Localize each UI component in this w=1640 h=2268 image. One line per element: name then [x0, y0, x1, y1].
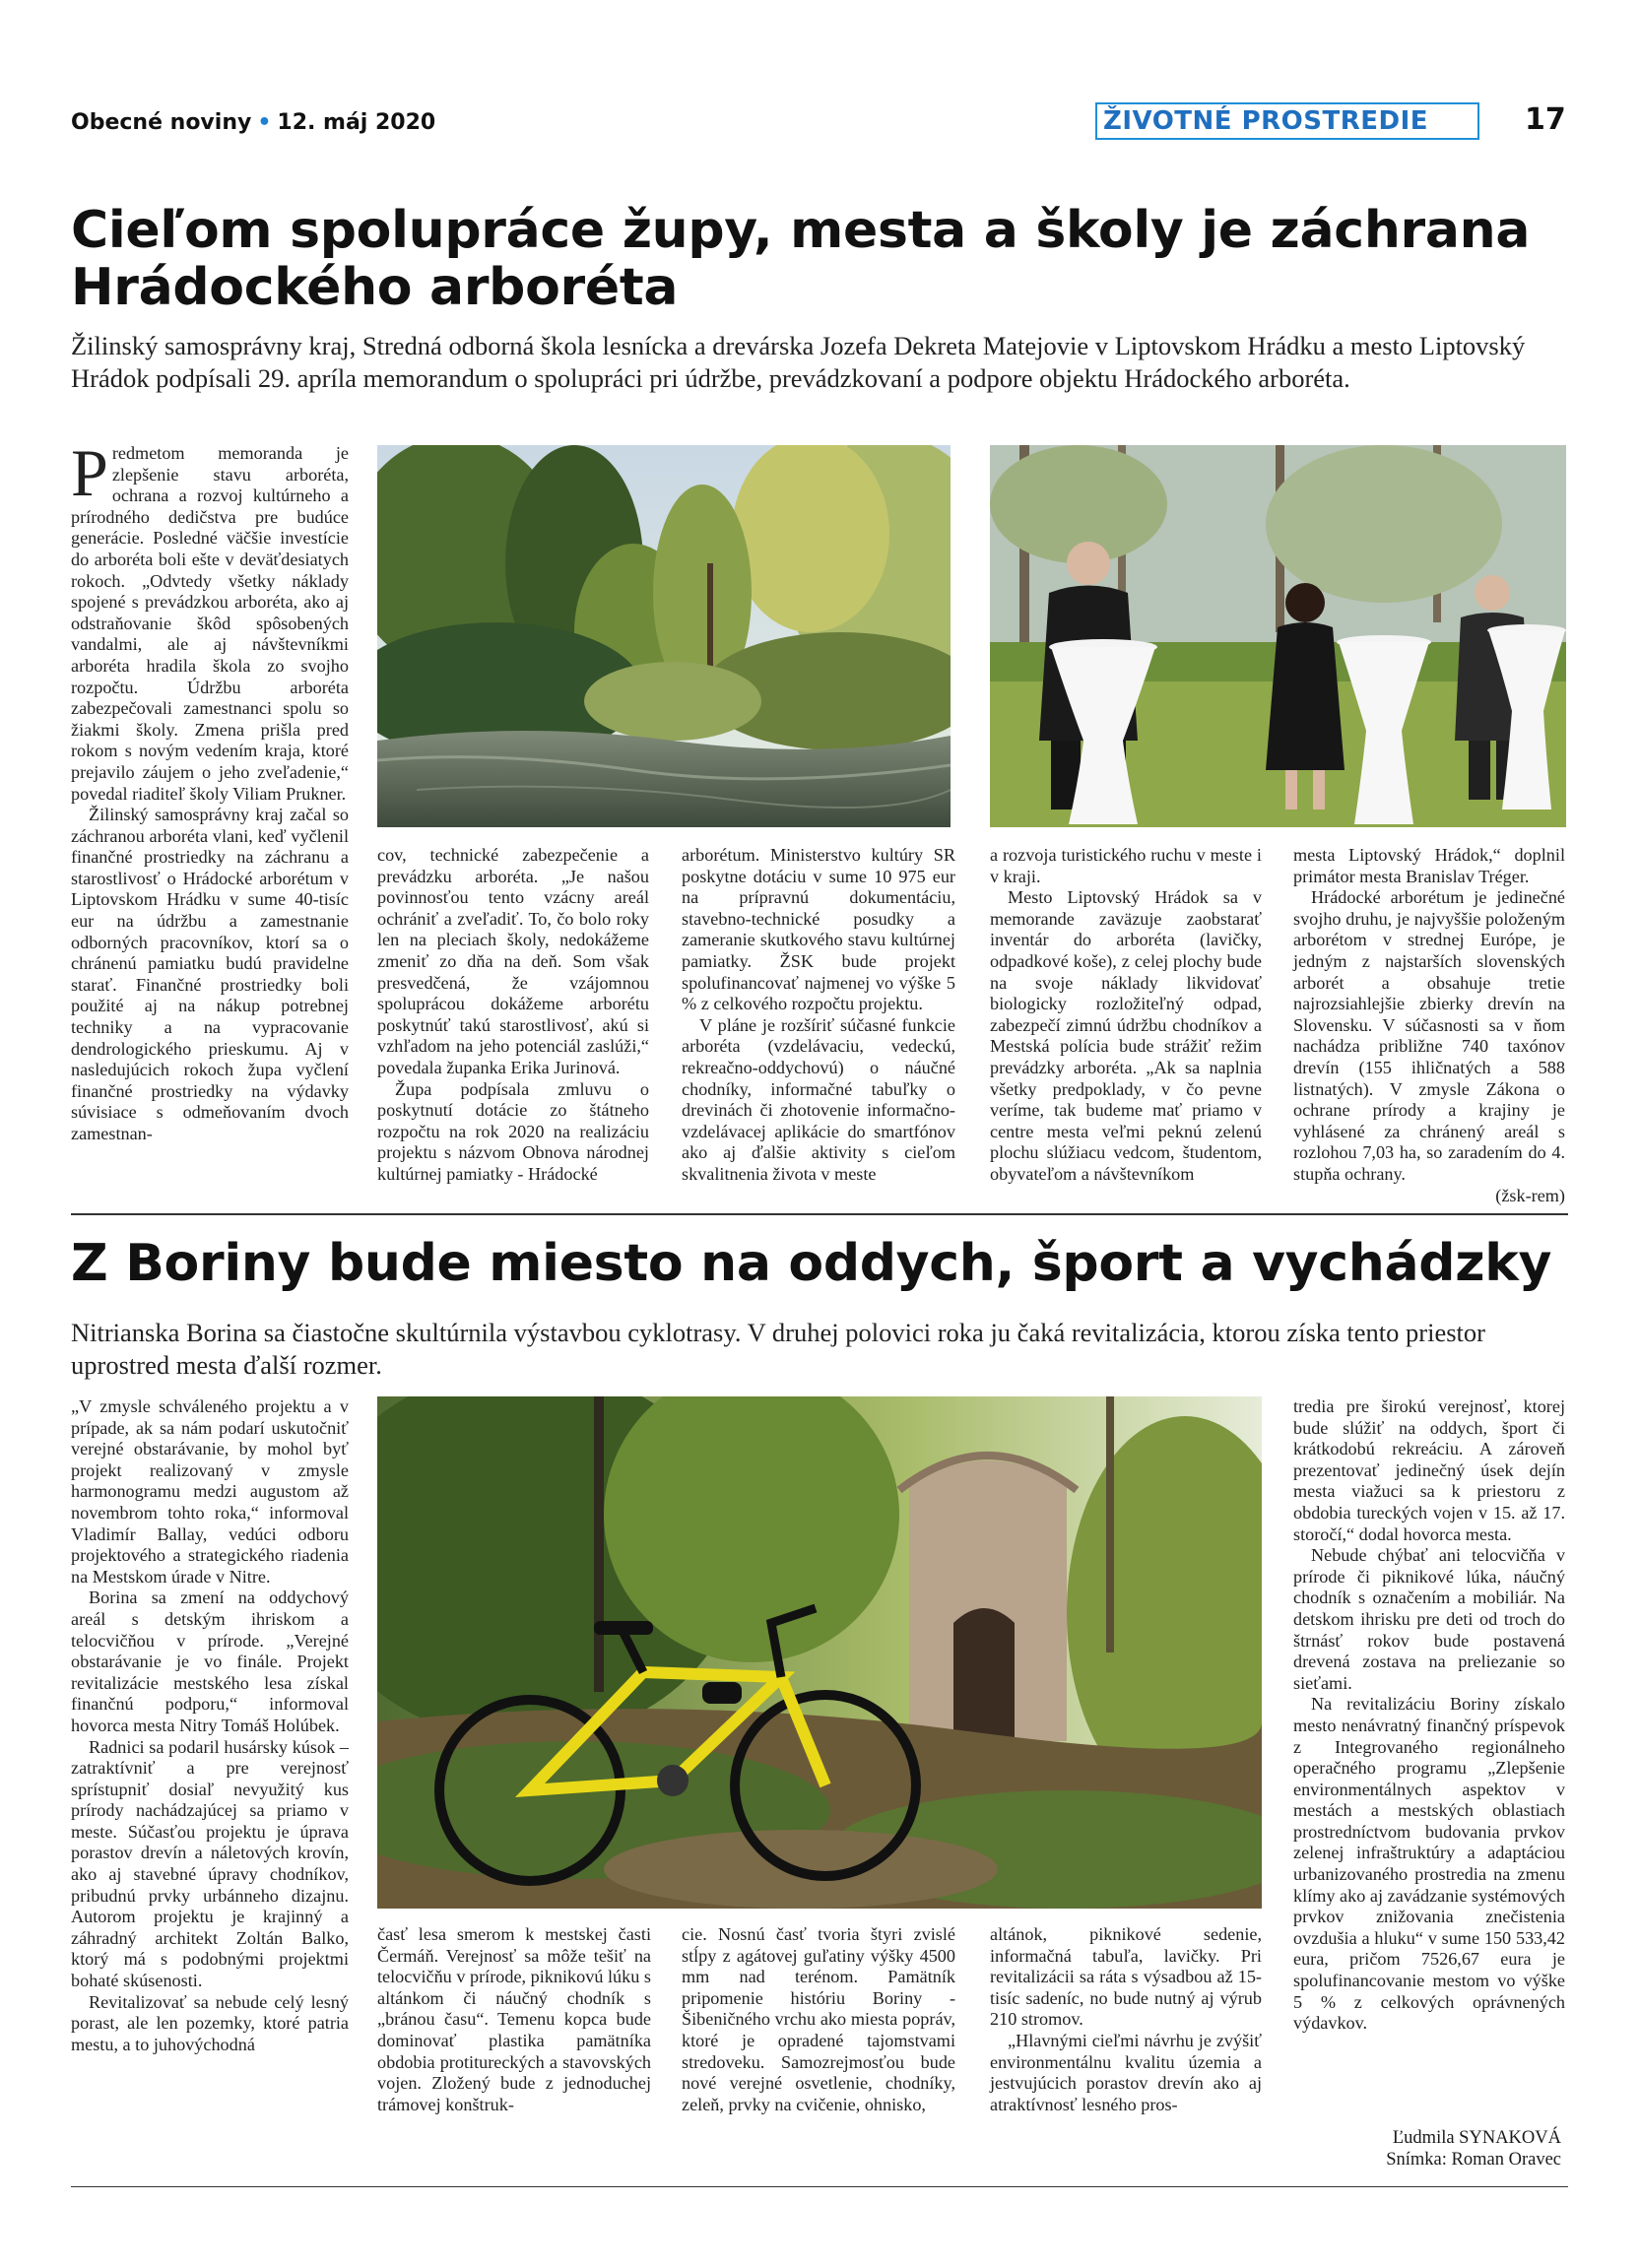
article2-col3-paragraph1: cie. Nosnú časť tvoria štyri zvislé stĺpy z agátovej guľatiny výšky 4500 mm nad terénom. Pamätník pripomenie históriu Boriny - Šibeničného vrchu ako miesta popráv, ktoré je opradené tajomstvami stredoveku. Samozrejmosťou bude nové verejné osvetlenie, chodníky, zeleň, prvky na cvičenie, ohnisko,: [682, 1924, 955, 2114]
article2-col4-paragraph2: „Hlavnými cieľmi návrhu je zvýšiť environmentálnu kvalitu územia a jestvujúcich porastov drevín ako aj atraktívnosť lesného pros-: [990, 2030, 1262, 2114]
article1-col4-paragraph2: Mesto Liptovský Hrádok sa v memorande zaväzuje zaobstarať inventár do arboréta (lavičky, odpadkové koše), z celej plochy bude na svoje náklady likvidovať biologicky rozložiteľný odpad, zabezpečí zimnú údržbu chodníkov a Mestská polícia bude strážiť režim prevádzky arboréta. „Ak sa naplnia všetky predpoklady, v čo pevne veríme, tak budeme mať priamo v centre mesta veľmi peknú zelenú plochu slúžiacu vedcom, študentom, obyvateľom a návštevníkom: [990, 887, 1262, 1184]
dropcap-letter: P: [71, 435, 108, 510]
bicycle-photo: [377, 1396, 1262, 1909]
article1-column4: [990, 845, 1262, 1186]
publication-name: Obecné noviny: [71, 110, 252, 135]
separator-dot: •: [257, 110, 272, 135]
article1-col2-paragraph2: Župa podpísala zmluvu o poskytnutí dotácie zo štátneho rozpočtu na rok 2020 na realizáciu projektu s názvom Obnova národnej kultúrnej pamiatky - Hrádocké: [377, 1078, 649, 1184]
article1-credit: (žsk-rem): [1495, 1185, 1565, 1205]
article2-col5-paragraph1: tredia pre širokú verejnosť, ktorej bude slúžiť na oddych, šport či krátkodobú rekreáciu. A zároveň prezentovať jedinečný úsek dejín mesta viažuci sa k priestoru z obdobia tureckých vojen v 15. až 17. storočí,“ dodal hovorca mesta.: [1293, 1396, 1565, 1544]
article1-title-line2: Hrádockého arboréta: [71, 258, 679, 317]
publication-date: 12. máj 2020: [277, 110, 436, 135]
article1-title: [71, 202, 1588, 316]
arboretum-photo: [377, 445, 951, 827]
article2-col1-paragraph2: Borina sa zmení na oddychový areál s detským ihriskom a telocvičňou v prírode. „Verejné obstarávanie je vo finále. Projekt revitalizácie mestského lesa získal finančnú podporu,“ informoval hovorca mesta Nitry Tomáš Holúbek.: [71, 1588, 349, 1735]
article2-lead: Nitrianska Borina sa čiastočne skultúrnila výstavbou cyklotrasy. V druhej polovici roka ju čaká revitalizácia, ktorou získa tento priestor uprostred mesta ďalší rozmer.: [71, 1318, 1485, 1380]
article2-col1-paragraph1: „V zmysle schváleného projektu a v prípade, ak sa nám podarí uskutočniť verejné obstarávanie, by mohol byť projekt realizovaný v zmysle harmonogramu medzi augustom až novembrom tohto roka,“ informoval Vladimír Ballay, vedúci odboru projektového a strategického riadenia na Mestskom úrade v Nitre.: [71, 1396, 349, 1587]
article1-col2-paragraph1: cov, technické zabezpečenie a prevádzku arboréta. „Je našou povinnosťou tento vzácny areál ochrániť a zveľadiť. To, čo bolo roky len na pleciach školy, nedokážeme zmeniť zo dňa na deň. Som však presvedčená, že vzájomnou spoluprácou dokážeme arborétu poskytnúť takú starostlivosť, akú si vzhľadom na jeho potenciál zaslúži,“ povedala županka Erika Jurinová.: [377, 845, 649, 1077]
article2-col5-paragraph2: Nebude chýbať ani telocvičňa v prírode či piknikové lúka, náučný chodník s označením a mobiliár. Na detskom ihrisku pre deti od troch do štrnásť rokov bude postavená drevená zostava na preliezanie so sieťami.: [1293, 1545, 1565, 1693]
article2-col2-paragraph1: časť lesa smerom k mestskej časti Čermáň. Verejnosť sa môže tešiť na telocvičňu v prírode, piknikovú lúku s altánkom či náučný chodník s „bránou času“. Temenu kopca bude dominovať plastika pamätníka obdobia protitureckých a stavovských vojen. Zložený bude z jednoduchej trámovej konštruk-: [377, 1924, 651, 2114]
signing-ceremony-photo: [990, 445, 1566, 827]
article2-column1: [71, 1396, 349, 2055]
article1-col3-paragraph2: V pláne je rozšíriť súčasné funkcie arboréta (vzdelávaciu, vedeckú, rekreačno-oddychovú) o náučné chodníky, informačné tabuľky o drevinách či zhotovenie informačno-vzdelávacej aplikácie do smartfónov ako aj ďalšie aktivity s cieľom skvalitnenia života v meste: [682, 1014, 955, 1184]
article1-col1-paragraph2: Žilinský samosprávny kraj začal so záchranou arboréta vlani, keď vyčlenil finančné prostriedky na záchranu a starostlivosť o Hrádocké arborétum v Liptovskom Hrádku v sume 40-tisíc eur na údržbu a zamestnanie odborných pracovníkov, ktorí sa o chránenú pamiatku budú pravidelne starať. Finančné prostriedky boli použité aj na nákup potrebnej techniky a na vypracovanie dendrologického prieskumu. Aj v nasledujúcich rokoch župa vyčlení finančné prostriedky na výdavky súvisiace s odmeňovaním dvoch zamestnan-: [71, 805, 349, 1143]
article2-column3: [682, 1924, 955, 2115]
article2-title: Z Boriny bude miesto na oddych, šport a vychádzky: [71, 1234, 1552, 1293]
article2-column4: [990, 1924, 1262, 2115]
article2-column2: [377, 1924, 651, 2115]
article1-column3: [682, 845, 955, 1186]
article2-author: Ľudmila SYNAKOVÁ: [1392, 2128, 1561, 2148]
article1-column5: [1293, 845, 1565, 1206]
section-label: ŽIVOTNÉ PROSTREDIE: [1095, 102, 1479, 140]
article2-photo-credit: Snímka: Roman Oravec: [1386, 2150, 1561, 2170]
article2-col1-paragraph4: Revitalizovať sa nebude celý lesný porast, ale len pozemky, ktoré patria mestu, a to juhovýchodná: [71, 1991, 349, 2054]
article2-col4-paragraph1: altánok, piknikové sedenie, informačná tabuľa, lavičky. Pri revitalizácii sa ráta s výsadbou až 15-tisíc sadeníc, no bude nutný aj výrub 210 stromov.: [990, 1924, 1262, 2030]
article-divider: [71, 1213, 1568, 1215]
article2-col1-paragraph3: Radnici sa podaril husársky kúsok – zatraktívniť a pre verejnosť sprístupniť dosiaľ nevyužitý kus prírody nachádzajúcej sa priamo v meste. Súčasťou projektu je úprava porastov drevín a náletových krovín, ako aj stavebné úpravy chodníkov, pribudnú prvky urbánneho dizajnu. Autorom projektu je krajinný a záhradný architekt Zoltán Balko, ktorý má s podobnými projektmi bohaté skúsenosti.: [71, 1736, 349, 1991]
article1-col5-paragraph1: mesta Liptovský Hrádok,“ doplnil primátor mesta Branislav Tréger.: [1293, 845, 1565, 886]
bottom-divider: [71, 2186, 1568, 2187]
article1-column1: [71, 435, 349, 1145]
publication-header: [71, 110, 435, 135]
article2-signature: [1386, 2127, 1561, 2171]
article2-col5-paragraph3: Na revitalizáciu Boriny získalo mesto nenávratný finančný príspevok z Integrovaného regionálneho operačného programu „Zlepšenie environmentálnych aspektov v mestách a mestských oblastiach prostredníctvom budovania prvkov zelenej infraštruktúry a adaptáciou urbanizovaného prostredia na zmenu klímy ako aj zavádzanie systémových prvkov znižovania znečistenia ovzdušia a hluku“ v sume 150 533,42 eura, pričom 7526,67 eura je spolufinancovanie mestom vo výške 5 % z celkových oprávnených výdavkov.: [1293, 1694, 1565, 2034]
article1-col1-paragraph1: redmetom memoranda je zlepšenie stavu arboréta, ochrana a rozvoj kultúrneho a prírodného dedičstva pre budúce generácie. Posledné väčšie investície do arboréta boli ešte v deväťdesiatych rokoch. „Odvtedy všetky náklady spojené s prevádzkou arboréta, ako aj odstraňovanie škôd spôsobených vandalmi, ale aj návštevníkmi arboréta hradila škola zo svojho rozpočtu. Údržbu arboréta zabezpečovali zamestnanci spolu so žiakmi školy. Zmena prišla pred rokom s novým vedením kraja, ktoré prejavilo záujem o jeho zveľadenie,“ povedal riaditeľ školy Viliam Prukner.: [71, 443, 349, 804]
article1-column2: [377, 845, 649, 1186]
article1-title-line1: Cieľom spolupráce župy, mesta a školy je záchrana: [71, 201, 1531, 260]
article1-col4-paragraph1: a rozvoja turistického ruchu v meste i v kraji.: [990, 845, 1262, 886]
article1-col5-paragraph2: Hrádocké arborétum je jedinečné svojho druhu, je najvyššie položeným arborétom v strednej Európe, je jedným z najstarších slovenských arborét a obsahuje tretie najrozsiahlejšie zbierky drevín na Slovensku. V súčasnosti sa v ňom nachádza približne 740 taxónov drevín (155 ihličnatých a 588 listnatých). V zmysle Zákona o ochrane prírody a krajiny je vyhlásené za chránený areál s rozlohou 7,03 ha, so zaradením do 4. stupňa ochrany.: [1293, 887, 1565, 1184]
article1-lead: Žilinský samosprávny kraj, Stredná odborná škola lesnícka a drevárska Jozefa Dekreta Matejovie v Liptovskom Hrádku a mesto Liptovský Hrádok podpísali 29. apríla memorandum o spolupráci pri údržbe, prevádzkovaní a podpore objektu Hrádockého arboréta.: [71, 331, 1526, 393]
article2-column5: [1293, 1396, 1565, 2035]
article1-col3-paragraph1: arborétum. Ministerstvo kultúry SR poskytne dotáciu v sume 10 975 eur na prípravnú dokumentáciu, stavebno-technické posudky a zameranie skutkového stavu kultúrnej pamiatky. ŽSK bude projekt spolufinancovať najmenej vo výške 5 % z celkového rozpočtu projektu.: [682, 845, 955, 1014]
page-number: 17: [1525, 102, 1566, 137]
